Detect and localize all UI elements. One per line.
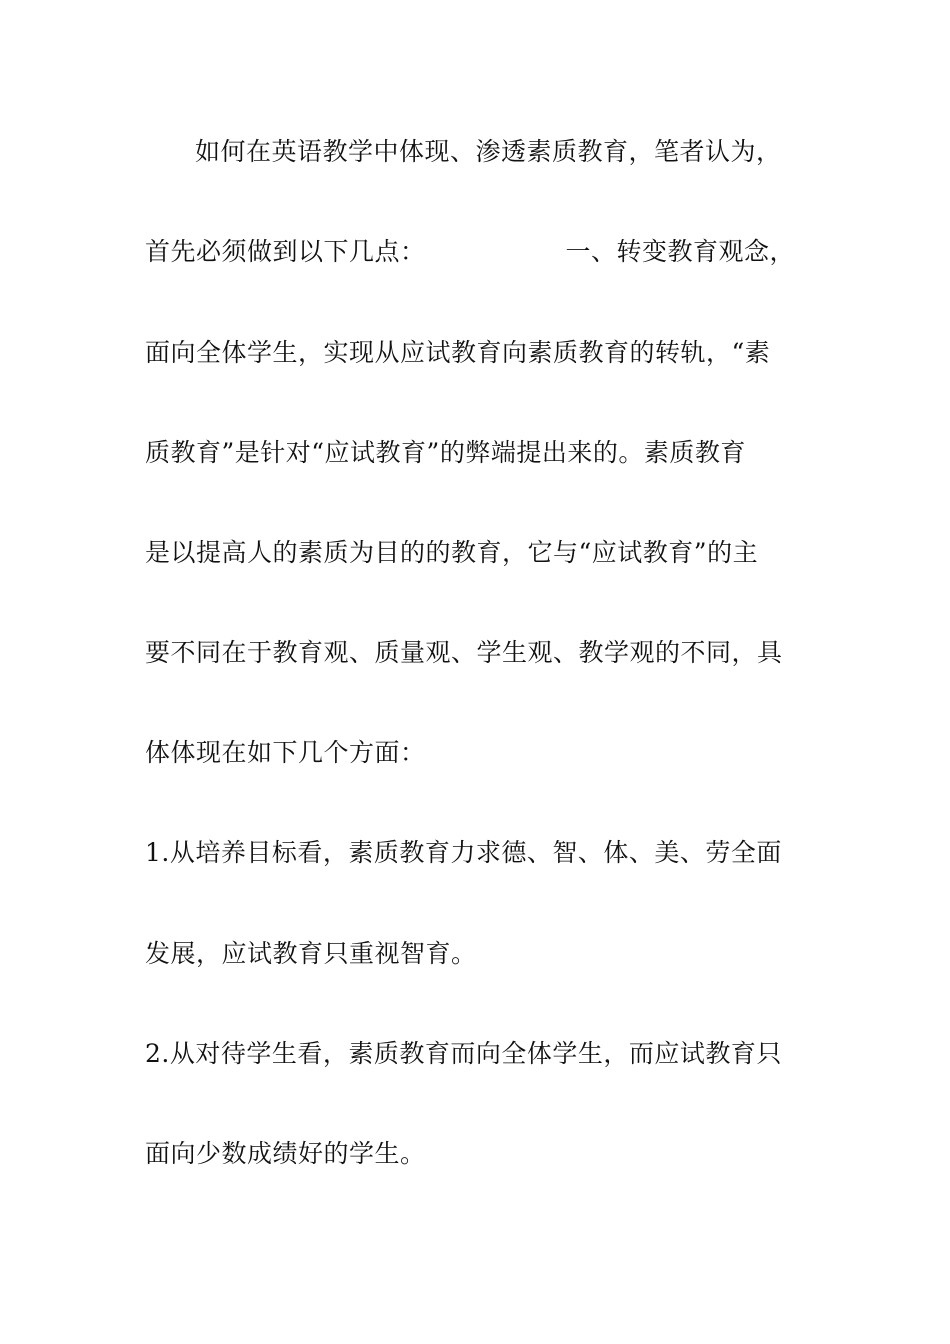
paragraph-line-5: 是以提高人的素质为目的的教育，它与“应试教育”的主 <box>145 538 759 567</box>
list-item-1-line-2: 发展，应试教育只重视智育。 <box>145 939 477 968</box>
paragraph-line-4: 质教育”是针对“应试教育”的弊端提出来的。素质教育 <box>145 438 746 467</box>
paragraph-line-1: 如何在英语教学中体现、渗透素质教育，笔者认为， <box>195 137 782 166</box>
paragraph-line-3: 面向全体学生，实现从应试教育向素质教育的转轨，“素 <box>145 338 771 367</box>
section-heading-1: 一、转变教育观念， <box>565 237 796 266</box>
paragraph-line-7: 体体现在如下几个方面： <box>145 738 426 767</box>
list-item-1-line-1: 1.从培养目标看，素质教育力求德、智、体、美、劳全面 <box>145 838 782 867</box>
list-item-2-line-2: 面向少数成绩好的学生。 <box>145 1139 426 1168</box>
paragraph-line-2 <box>145 235 796 269</box>
paragraph-line-6: 要不同在于教育观、质量观、学生观、教学观的不同，具 <box>145 638 783 667</box>
line-2-text: 首先必须做到以下几点： <box>145 237 426 266</box>
list-item-2-line-1: 2.从对待学生看，素质教育而向全体学生，而应试教育只 <box>145 1039 782 1068</box>
